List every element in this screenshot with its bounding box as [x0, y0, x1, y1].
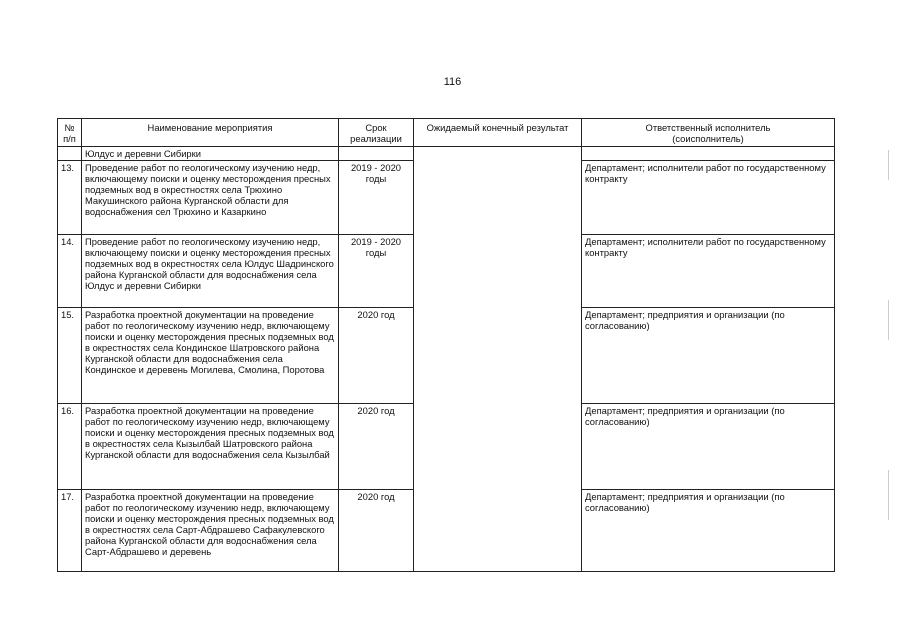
header-measure-name: Наименование мероприятия [82, 119, 339, 147]
cell-term: 2019 - 2020 годы [339, 161, 414, 235]
cell-term: 2020 год [339, 404, 414, 490]
cell-term: 2020 год [339, 308, 414, 404]
cell-measure-name: Разработка проектной документации на проведение работ по геологическому изучению недр, включающему поиски и оценку месторождения пресных подземных вод в окрестностях села Кызылбай Шатровского района Курганской области для водоснабжения села Кызылбай [82, 404, 339, 490]
scan-artifact [888, 470, 889, 520]
table-row-continuation [58, 147, 835, 161]
header-executor: Ответственный исполнитель (соисполнитель) [582, 119, 835, 147]
table-header-row [58, 119, 835, 147]
cell-number: 13. [58, 161, 82, 235]
cell-expected-result [414, 147, 582, 572]
cell-number: 16. [58, 404, 82, 490]
cell-number [58, 147, 82, 161]
scan-artifact [888, 150, 889, 180]
cell-executor: Департамент; исполнители работ по государственному контракту [582, 235, 835, 308]
cell-measure-name: Проведение работ по геологическому изучению недр, включающему поиски и оценку месторождения пресных подземных вод в окрестностях села Юлдус Шадринского района Курганской области для водоснабжения села Юлдус и деревни Сибирки [82, 235, 339, 308]
cell-executor: Департамент; предприятия и организации (по согласованию) [582, 490, 835, 572]
cell-measure-name: Разработка проектной документации на проведение работ по геологическому изучению недр, включающему поиски и оценку месторождения пресных подземных вод в окрестностях села Кондинское Шатровского района Курганской области для водоснабжения села Кондинское и деревень Могилева, Смолина, Поротова [82, 308, 339, 404]
page-number: 116 [443, 76, 462, 88]
cell-measure-name: Разработка проектной документации на проведение работ по геологическому изучению недр, включающему поиски и оценку месторождения пресных подземных вод в окрестностях села Сарт-Абдрашево Сафакулевского района Курганской области для водоснабжения села Сарт-Абдрашево и деревень [82, 490, 339, 572]
cell-term: 2020 год [339, 490, 414, 572]
cell-executor: Департамент; предприятия и организации (по согласованию) [582, 404, 835, 490]
header-term: Срок реализации [339, 119, 414, 147]
measures-table [57, 118, 835, 572]
header-expected-result: Ожидаемый конечный результат [414, 119, 582, 147]
cell-executor [582, 147, 835, 161]
cell-term [339, 147, 414, 161]
cell-executor: Департамент; предприятия и организации (по согласованию) [582, 308, 835, 404]
cell-executor: Департамент; исполнители работ по государственному контракту [582, 161, 835, 235]
cell-number: 17. [58, 490, 82, 572]
scan-artifact [888, 300, 889, 340]
cell-measure-name: Проведение работ по геологическому изучению недр, включающему поиски и оценку месторождения пресных подземных вод в окрестностях села Трюхино Макушинского района Курганской области для водоснабжения сел Трюхино и Казаркино [82, 161, 339, 235]
cell-number: 15. [58, 308, 82, 404]
header-number: № п/п [58, 119, 82, 147]
cell-number: 14. [58, 235, 82, 308]
cell-measure-name: Юлдус и деревни Сибирки [82, 147, 339, 161]
cell-term: 2019 - 2020 годы [339, 235, 414, 308]
